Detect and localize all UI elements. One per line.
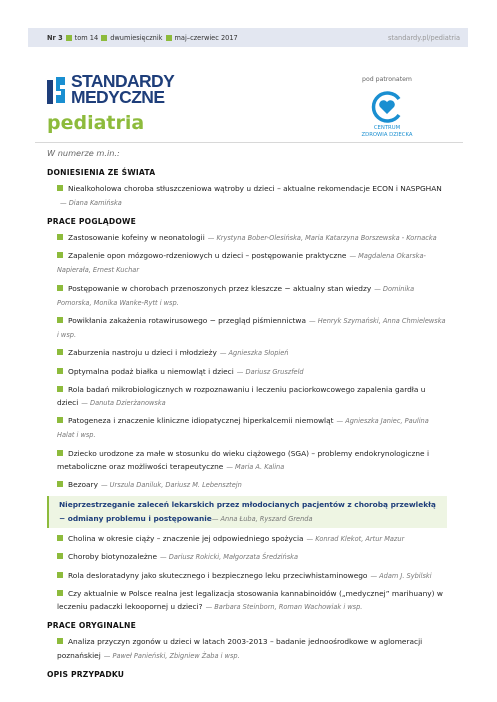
article-title: Zastosowanie kofeiny w neonatologii [68, 233, 205, 243]
toc-intro: W numerze m.in.: [47, 148, 120, 158]
featured-article[interactable] [47, 496, 447, 528]
green-square-icon [66, 35, 72, 41]
patronage-block [352, 76, 422, 139]
list-item[interactable] [47, 447, 447, 474]
featured-article-title: Nieprzestrzeganie zaleceń lekarskich przez młodocianych pacjentów z chorobą przewlekłą − odmiany problemu i postępowanie [59, 500, 436, 524]
section-title: PRACE POGLĄDOWE [47, 216, 136, 226]
list-item[interactable] [47, 182, 447, 209]
bullet-icon [57, 590, 63, 596]
bullet-icon [57, 572, 63, 578]
list-item[interactable] [47, 635, 447, 662]
bullet-icon [57, 553, 63, 559]
list-item[interactable] [47, 532, 447, 546]
green-square-icon [166, 35, 172, 41]
table-of-contents [47, 147, 447, 684]
patron-name-line1: CENTRUM [373, 125, 401, 131]
bullet-icon [57, 450, 63, 456]
article-authors: — Dariusz Rokicki, Małgorzata Średzińska [160, 553, 298, 562]
article-title: Zaburzenia nastroju u dzieci i młodzieży [68, 348, 217, 358]
article-authors: — Maria A. Kalina [226, 462, 285, 471]
list-item[interactable] [47, 569, 447, 583]
article-title: Cholina w okresie ciąży – znaczenie jej odpowiedniego spożycia [68, 534, 304, 544]
bullet-icon [57, 638, 63, 644]
list-item[interactable] [47, 314, 447, 342]
bullet-icon [57, 285, 63, 291]
article-authors: — Dariusz Gruszfeld [236, 367, 304, 376]
article-title: Powikłania zakażenia rotawirusowego − przegląd piśmiennictwa [68, 316, 307, 326]
list-item[interactable] [47, 478, 447, 492]
article-title: Czy aktualnie w Polsce realna jest legalizacja stosowania kannabinoidów („medycznej” marihuany) w leczeniu padaczki lekoopornej u dzieci? [57, 588, 443, 612]
article-title: Zapalenie opon mózgowo-rdzeniowych u dzieci – postępowanie praktyczne [68, 251, 347, 261]
list-item[interactable] [47, 282, 447, 310]
logo-mark-icon [47, 74, 67, 106]
article-authors: — Magdalena Okarska-Napierała, Ernest Kuchar [57, 252, 426, 275]
patronage-label: pod patronatem [362, 76, 412, 83]
article-title: Rola desloratadyny jako skutecznego i bezpiecznego leku przeciwhistaminowego [68, 570, 368, 580]
article-title: Optymalna podaż białka u niemowląt i dzieci [68, 366, 234, 376]
article-authors: — Diana Kamińska [60, 198, 122, 207]
green-square-icon [101, 35, 107, 41]
journal-title: pediatria [47, 112, 145, 134]
czd-heart-logo-icon [369, 91, 405, 123]
article-authors: — Agnieszka Janiec, Paulina Halat i wsp. [57, 417, 429, 440]
article-title: Dziecko urodzone za małe w stosunku do wieku ciążowego (SGA) – problemy endokrynologiczne i metaboliczne oraz możliwości terapeutyczne [57, 448, 429, 471]
list-item[interactable] [47, 346, 447, 360]
list-item[interactable] [47, 414, 447, 442]
article-title: Niealkoholowa choroba stłuszczeniowa wątroby u dzieci – aktualne rekomendacje ECON i NASPGHAN [68, 184, 442, 194]
bullet-icon [57, 252, 63, 258]
article-authors: — Agnieszka Słopień [219, 349, 289, 358]
article-authors: — Barbara Steinborn, Roman Wachowiak i wsp. [205, 603, 363, 612]
bullet-icon [57, 386, 63, 392]
bullet-icon [57, 349, 63, 355]
bullet-icon [57, 317, 63, 323]
article-title: Patogeneza i znaczenie kliniczne idiopatycznej hiperkalcemii niemowląt [68, 416, 334, 426]
article-title: Choroby biotynozależne [68, 552, 158, 562]
logo-text-line2: MEDYCZNE [71, 86, 165, 107]
list-item[interactable] [47, 231, 447, 245]
section-title: DONIESIENIA ZE ŚWIATA [47, 168, 156, 178]
website-link[interactable]: standardy.pl/pediatria [387, 33, 460, 42]
bullet-icon [57, 234, 63, 240]
volume: tom 14 [74, 33, 99, 42]
bullet-icon [57, 368, 63, 374]
list-item[interactable] [47, 550, 447, 564]
issue-number: Nr 3 [47, 33, 63, 42]
article-authors: — Paweł Panieński, Zbigniew Żaba i wsp. [103, 651, 240, 660]
list-item[interactable] [47, 383, 447, 410]
bullet-icon [57, 481, 63, 487]
list-item[interactable] [47, 365, 447, 379]
article-title: Analiza przyczyn zgonów u dzieci w latach 2003-2013 – badanie jednoośrodkowe w aglomeracji poznańskiej [57, 637, 423, 660]
article-authors: — Krystyna Bober-Olesińska, Maria Katarzyna Borszewska - Kornacka [207, 234, 437, 243]
list-item[interactable] [47, 587, 447, 614]
bullet-icon [57, 185, 63, 191]
issue-date: maj–czerwiec 2017 [174, 33, 238, 42]
section-title: PRACE ORYGINALNE [47, 621, 136, 631]
logo-text-line1: STANDARDY [71, 71, 175, 91]
article-title: Bezoary [68, 480, 98, 490]
bullet-icon [57, 417, 63, 423]
bullet-icon [57, 535, 63, 541]
article-authors: — Konrad Klekot, Artur Mazur [306, 535, 405, 544]
section-title: OPIS PRZYPADKU [47, 669, 125, 679]
article-title: Rola badań mikrobiologicznych w rozpoznawaniu i leczeniu paciorkowcowego zapalenia gardła u dzieci [57, 384, 426, 408]
article-title: Postępowanie w chorobach przenoszonych przez kleszcze − aktualny stan wiedzy [68, 283, 372, 293]
patron-name-line2: ZDROWIA DZIECKA [361, 132, 413, 138]
list-item[interactable] [47, 249, 447, 277]
divider [35, 142, 463, 143]
featured-article-authors: — Anna Łuba, Ryszard Grenda [211, 515, 313, 524]
article-authors: — Henryk Szymański, Anna Chmielewska i wsp. [57, 317, 446, 340]
article-authors: — Adam J. Sybilski [370, 571, 432, 580]
frequency: dwumiesięcznik [110, 33, 163, 42]
issue-header-bar [28, 28, 468, 47]
article-authors: — Dominika Pomorska, Monika Wanke-Rytt i wsp. [57, 284, 415, 307]
article-authors: — Danuta Dzierżanowska [81, 399, 166, 408]
article-authors: — Urszula Daniluk, Dariusz M. Lebensztejn [100, 481, 242, 490]
